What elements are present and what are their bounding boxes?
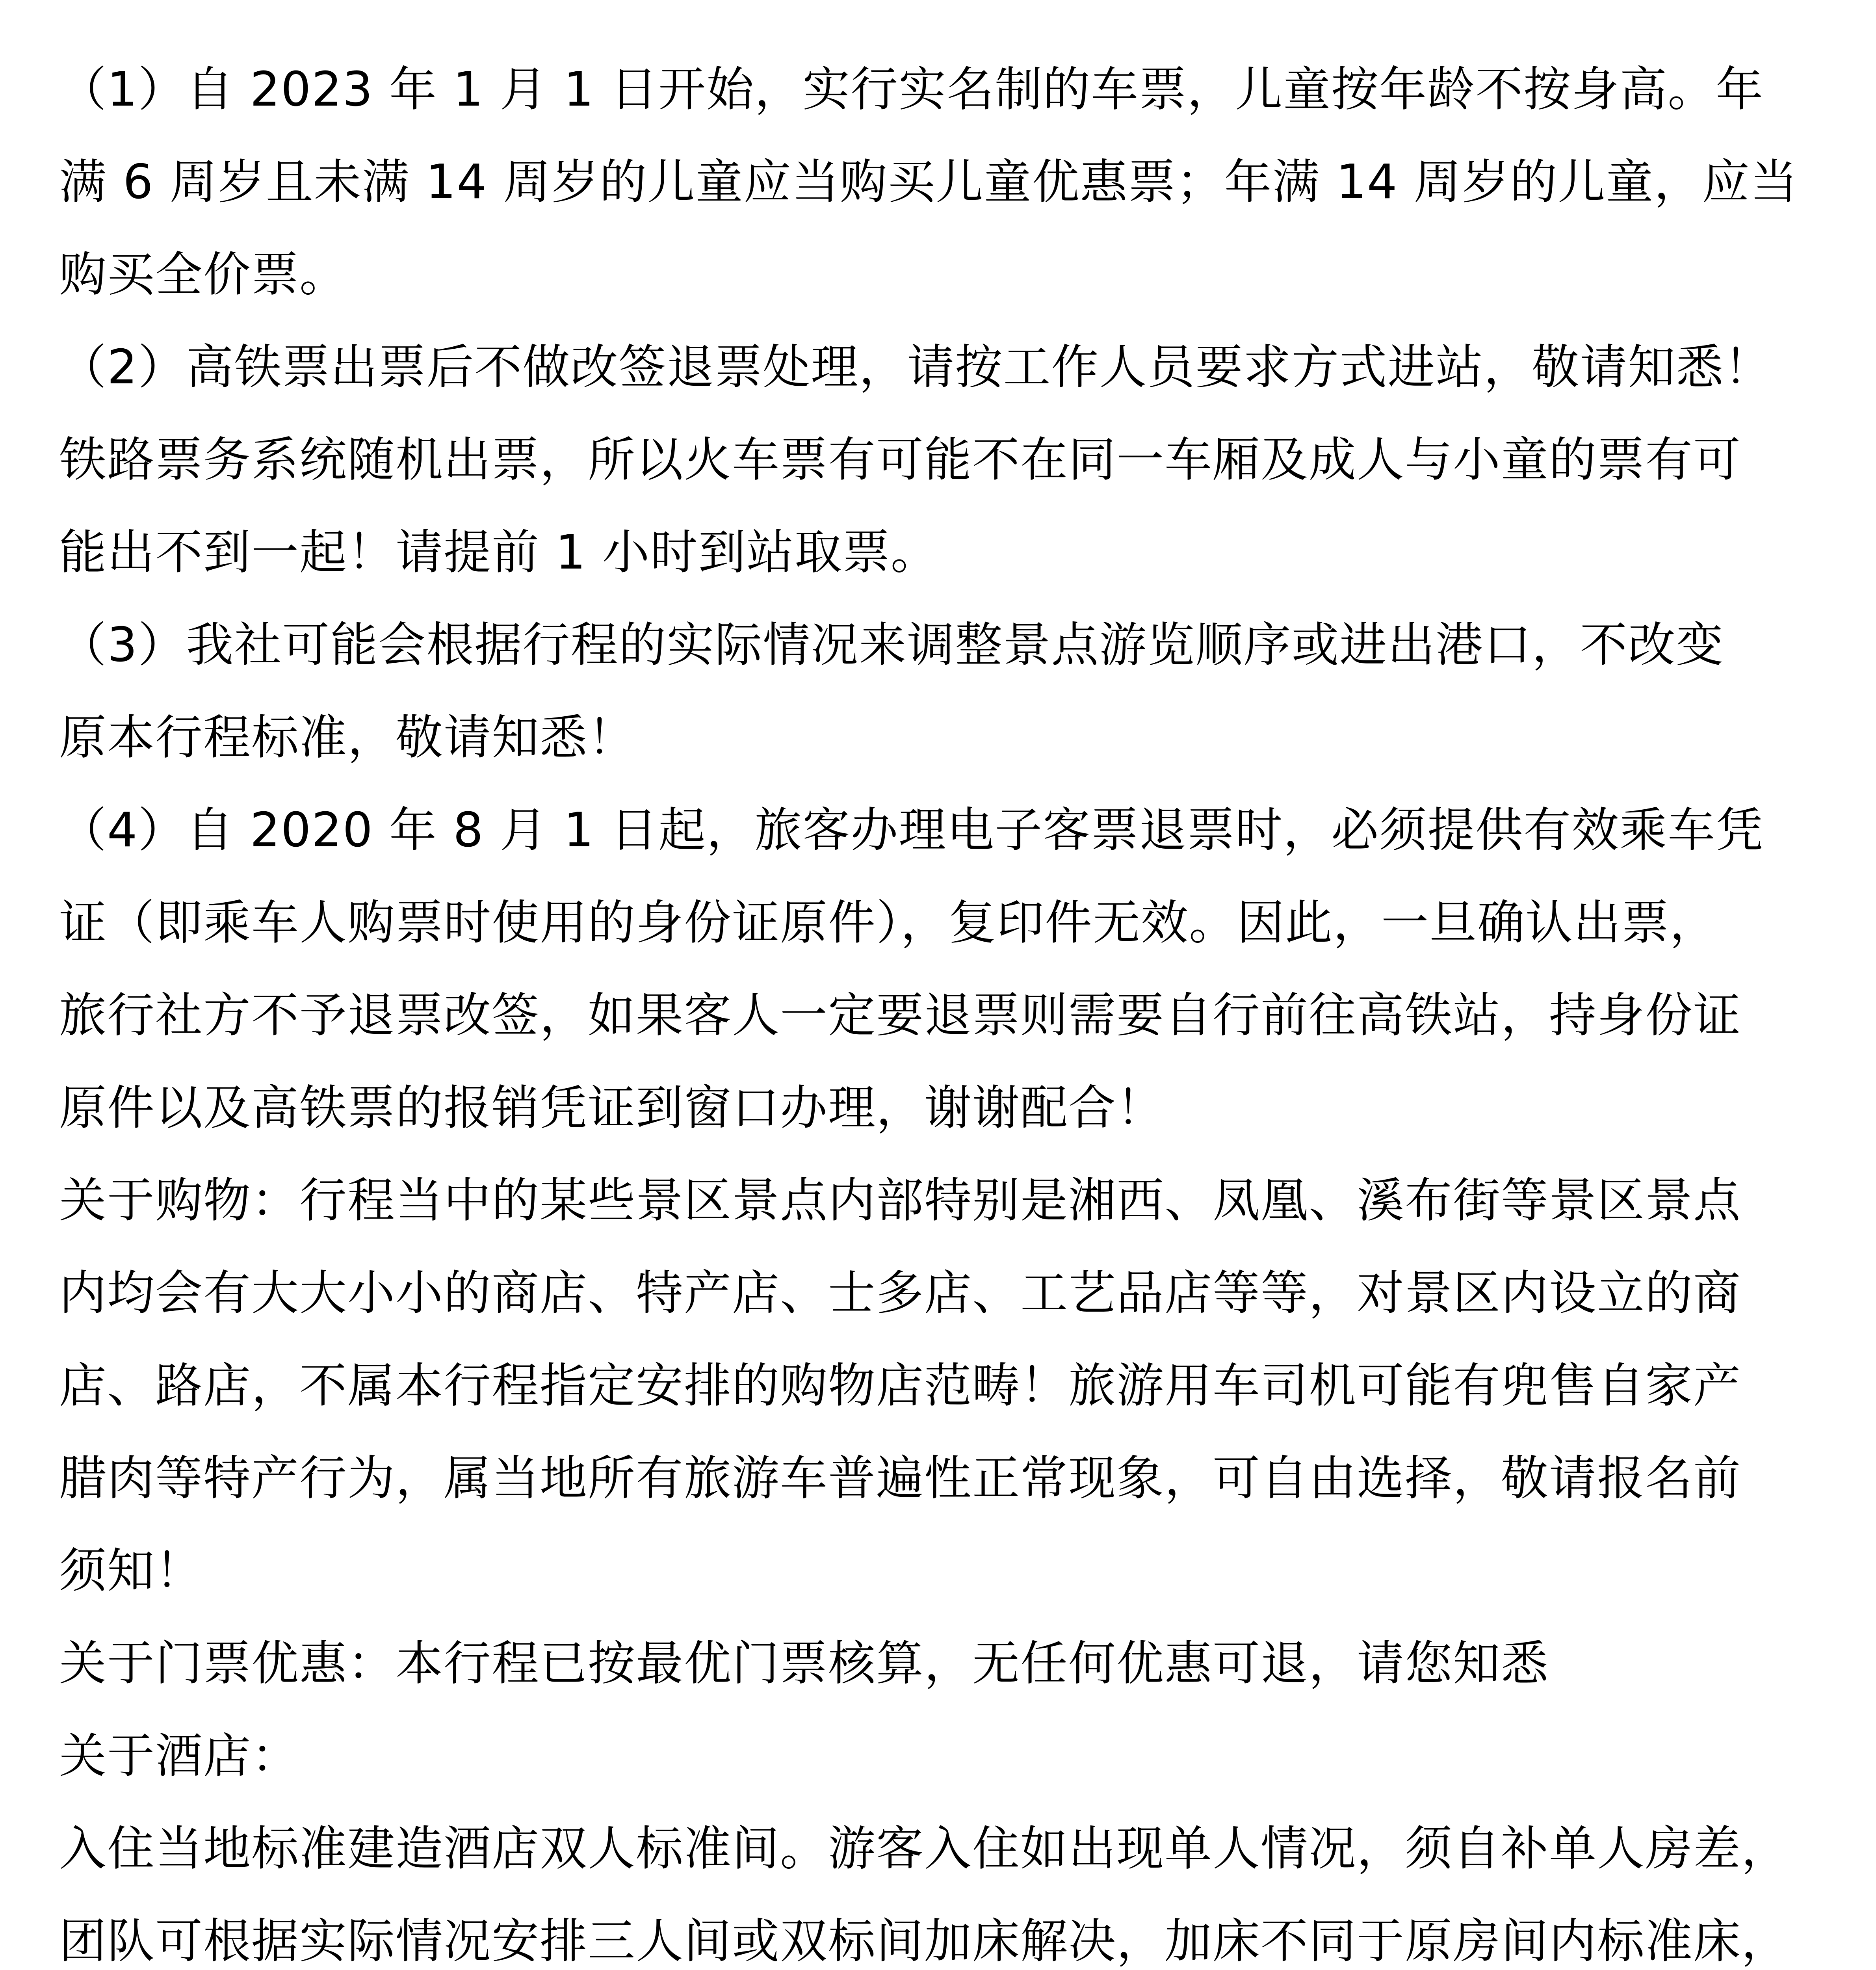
text-line: 旅行社方不予退票改签，如果客人一定要退票则需要自行前往高铁站，持身份证: [59, 988, 1741, 1043]
text-line: 须知！: [59, 1544, 203, 1598]
text-line: 原件以及高铁票的报销凭证到窗口办理，谢谢配合！: [59, 1081, 1165, 1136]
text-line: 入住当地标准建造酒店双人标准间。游客入住如出现单人情况，须自补单人房差，: [59, 1821, 1789, 1876]
text-line: 铁路票务系统随机出票，所以火车票有可能不在同一车厢及成人与小童的票有可: [59, 433, 1741, 487]
text-line: 满 6 周岁且未满 14 周岁的儿童应当购买儿童优惠票；年满 14 周岁的儿童，应当: [59, 155, 1798, 210]
text-line: 内均会有大大小小的商店、特产店、士多店、工艺品店等等，对景区内设立的商: [59, 1266, 1741, 1321]
text-line: 关于购物：行程当中的某些景区景点内部特别是湘西、凤凰、溪布街等景区景点: [59, 1173, 1741, 1228]
text-line: 关于门票优惠：本行程已按最优门票核算，无任何优惠可退，请您知悉: [59, 1636, 1549, 1691]
document-page: [59, 0, 1840, 1970]
text-line: （2）高铁票出票后不做改签退票处理，请按工作人员要求方式进站，敬请知悉！: [59, 340, 1772, 395]
text-line: （4）自 2020 年 8 月 1 日起，旅客办理电子客票退票时，必须提供有效乘车凭: [59, 803, 1764, 858]
text-line: （1）自 2023 年 1 月 1 日开始，实行实名制的车票，儿童按年龄不按身高。年: [59, 62, 1764, 117]
text-line: 购买全价票。: [59, 247, 347, 302]
text-line: 原本行程标准，敬请知悉！: [59, 710, 636, 765]
text-line: 证（即乘车人购票时使用的身份证原件），复印件无效。因此，一旦确认出票，: [59, 896, 1718, 950]
text-line: 店、路店，不属本行程指定安排的购物店范畴！旅游用车司机可能有兜售自家产: [59, 1359, 1741, 1413]
text-line: 关于酒店：: [59, 1729, 299, 1784]
text-line: 腊肉等特产行为，属当地所有旅游车普遍性正常现象，可自由选择，敬请报名前: [59, 1451, 1741, 1506]
text-line: 团队可根据实际情况安排三人间或双标间加床解决，加床不同于原房间内标准床，: [59, 1914, 1789, 1969]
text-line: 能出不到一起！请提前 1 小时到站取票。: [59, 525, 939, 580]
text-line: （3）我社可能会根据行程的实际情况来调整景点游览顺序或进出港口，不改变: [59, 618, 1724, 673]
